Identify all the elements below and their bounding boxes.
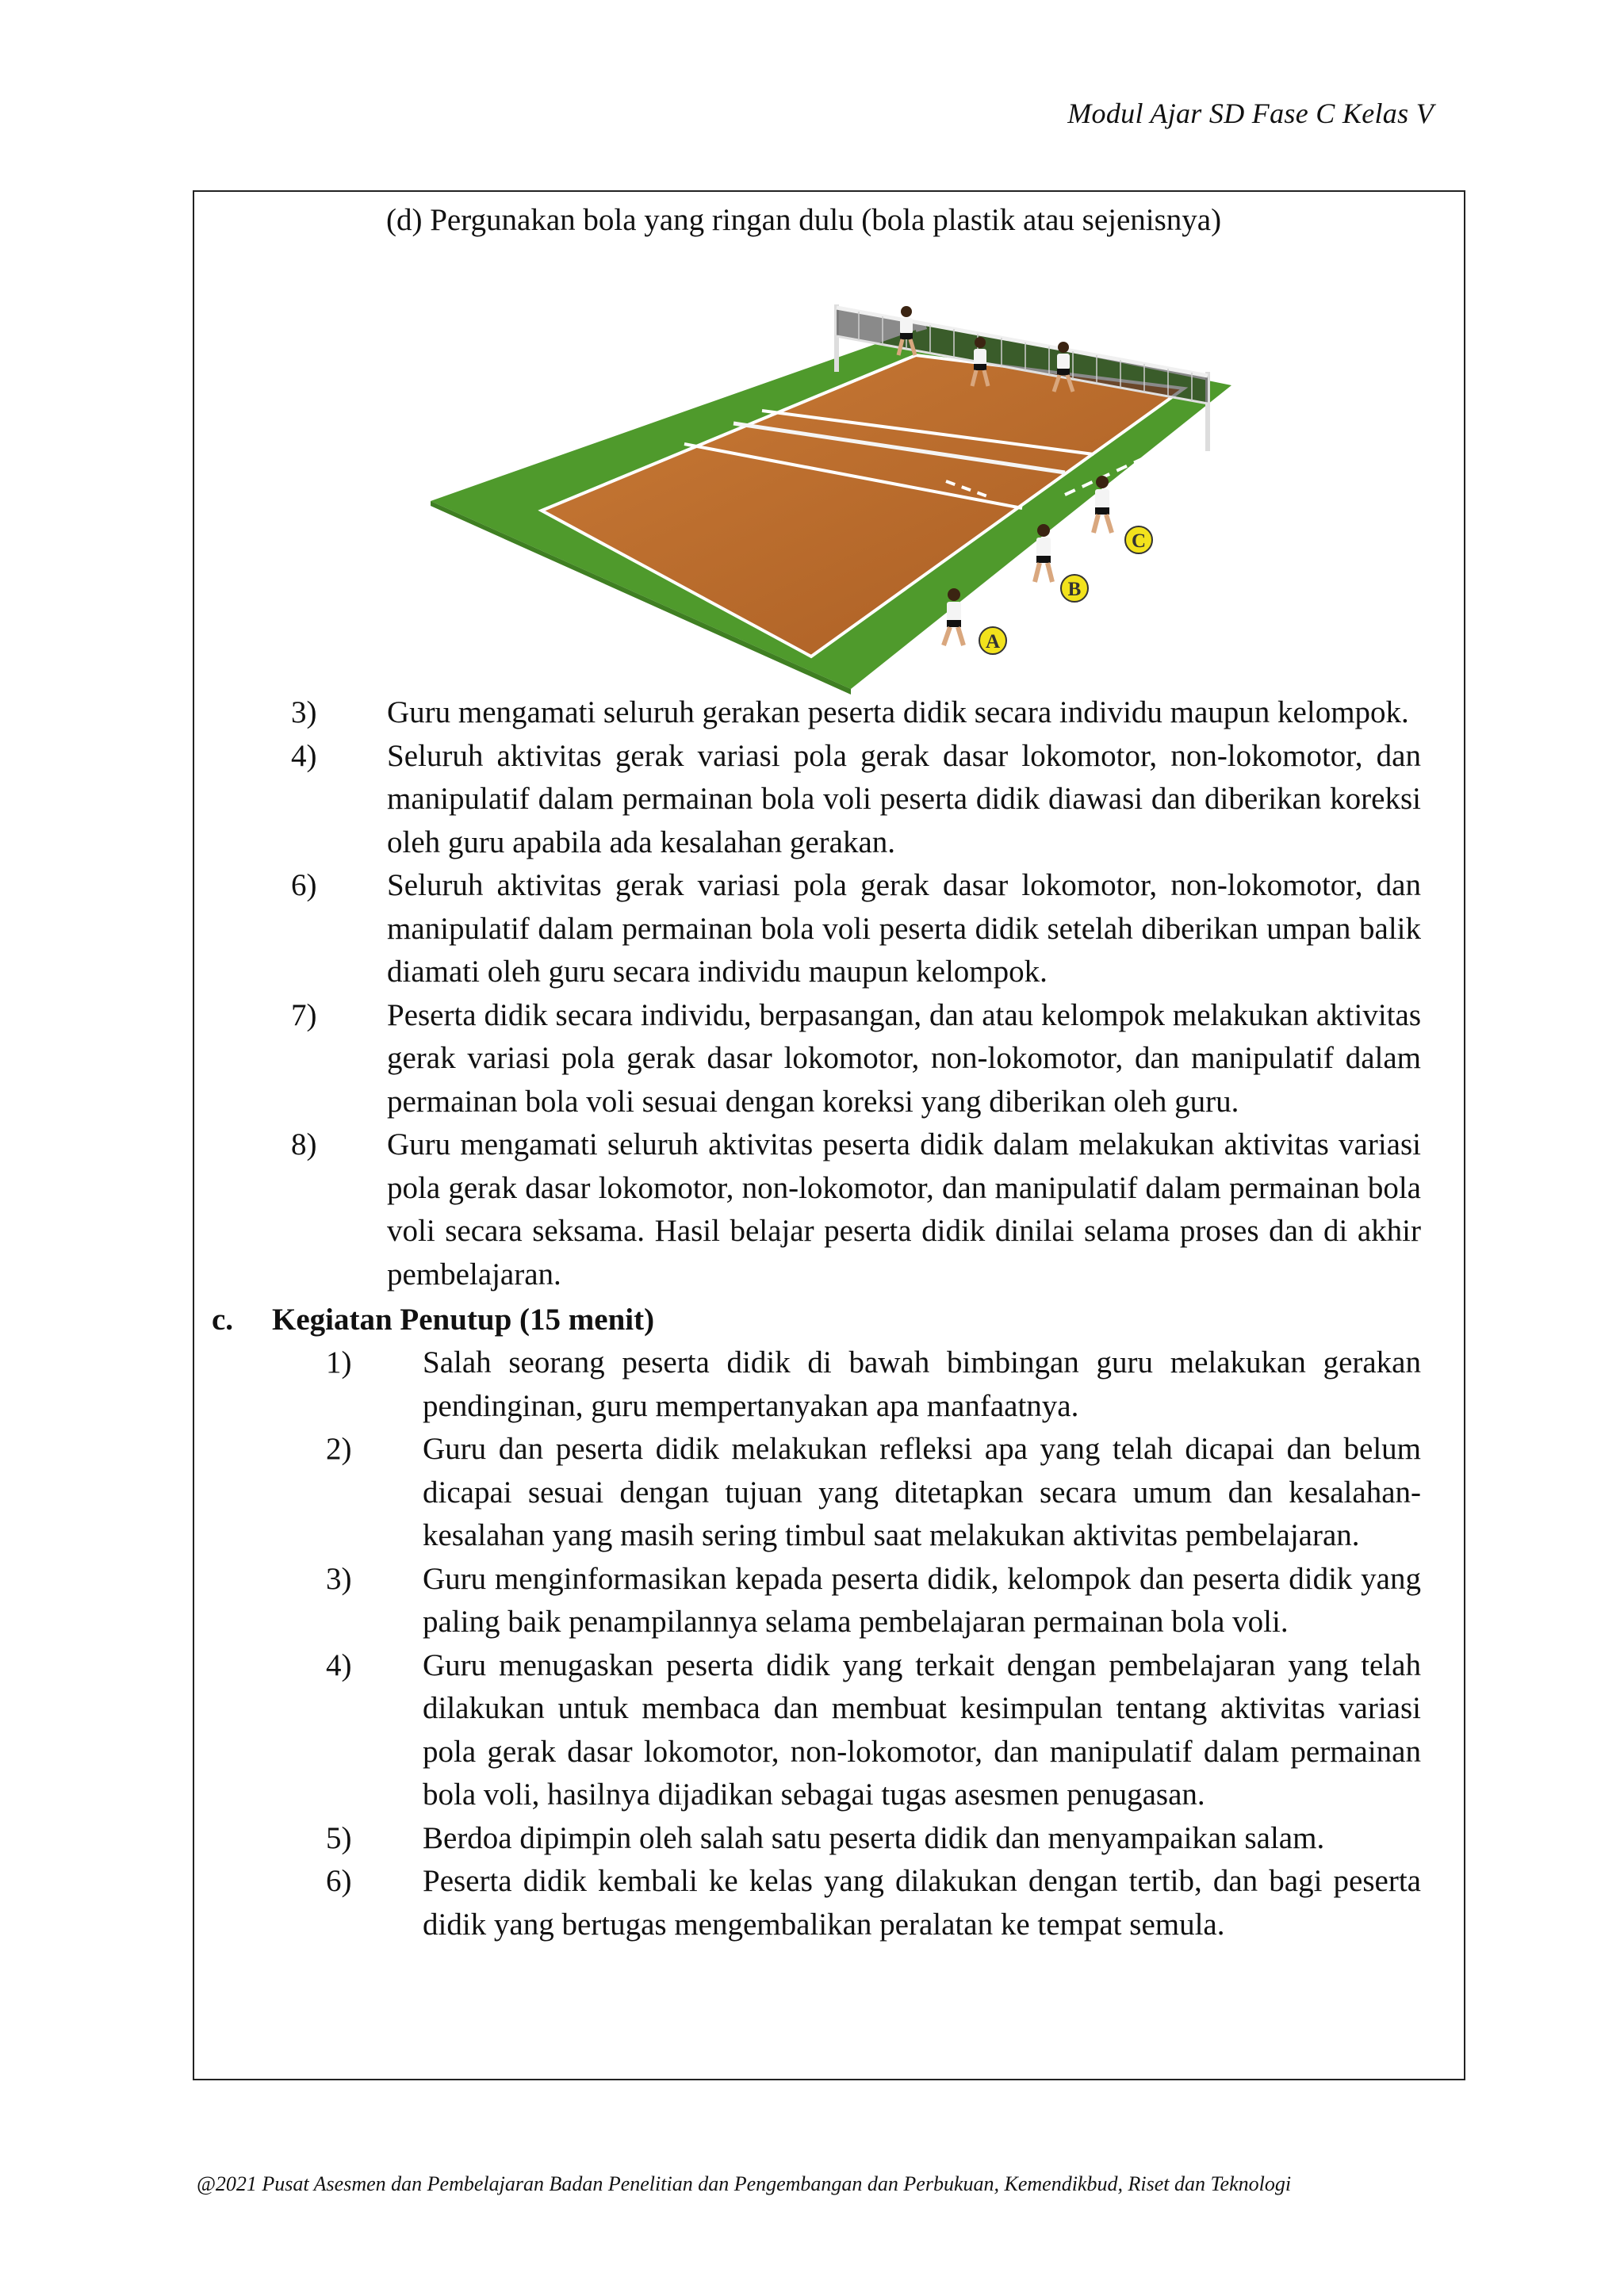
item-text: Guru dan peserta didik melakukan refleksi apa yang telah dicapai dan belum dicapai sesuai dengan tujuan yang ditetapkan secara umum dan kesalahan-kesalahan yang masih sering timbul saat melakukan aktivitas pembelajaran. — [423, 1432, 1421, 1552]
list-item — [291, 994, 1421, 1124]
list-item — [326, 1817, 1421, 1861]
item-text: Seluruh aktivitas gerak variasi pola gerak dasar lokomotor, non-lokomotor, dan manipulatif dalam permainan bola voli peserta didik diawasi dan diberikan koreksi oleh guru apabila ada kesalahan gerakan. — [387, 738, 1421, 859]
caption-text: Pergunakan bola yang ringan dulu (bola plastik atau sejenisnya) — [430, 203, 1222, 237]
item-text: Peserta didik kembali ke kelas yang dilakukan dengan tertib, dan bagi peserta didik yang bertugas mengembalikan peralatan ke tempat semula. — [423, 1864, 1421, 1942]
item-number: 1) — [326, 1345, 352, 1380]
list-item — [291, 735, 1421, 865]
section-heading — [212, 1299, 654, 1342]
item-number: 4) — [326, 1647, 352, 1682]
item-text: Seluruh aktivitas gerak variasi pola gerak dasar lokomotor, non-lokomotor, dan manipulatif dalam permainan bola voli peserta didik setelah diberikan umpan balik diamati oleh guru secara individu maupun kelompok. — [387, 868, 1421, 989]
position-marker-b — [1061, 575, 1088, 602]
caption-marker: (d) — [386, 203, 423, 237]
position-label-b: B — [1067, 579, 1082, 600]
list-item — [326, 1644, 1421, 1817]
item-number: 2) — [326, 1432, 352, 1466]
item-number: 3) — [291, 695, 317, 729]
activity-steps-list — [291, 691, 1421, 1296]
figure-caption — [386, 199, 1338, 242]
item-number: 5) — [326, 1820, 352, 1855]
position-label-c: C — [1131, 530, 1147, 552]
item-text: Guru mengamati seluruh gerakan peserta didik secara individu maupun kelompok. — [387, 695, 1409, 729]
closing-steps-list — [326, 1341, 1421, 1946]
copyright-footer: @2021 Pusat Asesmen dan Pembelajaran Badan Penelitian dan Pengembangan dan Perbukuan, Kemendikbud, Riset dan Teknologi — [197, 2172, 1292, 2195]
item-number: 3) — [326, 1561, 352, 1596]
item-text: Berdoa dipimpin oleh salah satu peserta didik dan menyampaikan salam. — [423, 1820, 1325, 1855]
content-frame — [193, 190, 1465, 2080]
running-title: Modul Ajar SD Fase C Kelas V — [1067, 98, 1434, 129]
list-item — [291, 1123, 1421, 1296]
item-text: Peserta didik secara individu, berpasangan, dan atau kelompok melakukan aktivitas gerak variasi pola gerak dasar lokomotor, non-lokomotor, dan manipulatif dalam permainan bola voli sesuai dengan koreksi yang diberikan oleh guru. — [387, 997, 1421, 1119]
position-marker-c — [1125, 526, 1152, 553]
item-number: 7) — [291, 997, 317, 1032]
list-item — [291, 864, 1421, 994]
list-item — [291, 691, 1421, 735]
position-label-a: A — [985, 631, 1001, 652]
position-marker-a — [979, 627, 1006, 654]
item-number: 6) — [326, 1864, 352, 1898]
item-text: Guru menugaskan peserta didik yang terkait dengan pembelajaran yang telah dilakukan untuk membaca dan membuat kesimpulan tentang aktivitas variasi pola gerak dasar lokomotor, non-lokomotor, dan manipulatif dalam permainan bola voli, hasilnya dijadikan sebagai tugas asesmen penugasan. — [423, 1647, 1421, 1812]
item-number: 4) — [291, 738, 317, 773]
item-text: Salah seorang peserta didik di bawah bimbingan guru melakukan gerakan pendinginan, guru mempertanyakan apa manfaatnya. — [423, 1345, 1421, 1423]
list-item — [326, 1558, 1421, 1644]
item-number: 8) — [291, 1127, 317, 1161]
court-surface — [542, 355, 1184, 656]
section-letter: c. — [212, 1303, 234, 1337]
item-number: 6) — [291, 868, 317, 902]
list-item — [326, 1428, 1421, 1558]
list-item — [326, 1341, 1421, 1428]
item-text: Guru mengamati seluruh aktivitas peserta didik dalam melakukan aktivitas variasi pola gerak dasar lokomotor, non-lokomotor, dan manipulatif dalam permainan bola voli secara seksama. Hasil belajar peserta didik dinilai selama proses dan di akhir pembelajaran. — [387, 1127, 1421, 1292]
list-item — [326, 1860, 1421, 1946]
item-text: Guru menginformasikan kepada peserta didik, kelompok dan peserta didik yang paling baik penampilannya selama pembelajaran permainan bola voli. — [423, 1561, 1421, 1639]
section-title: Kegiatan Penutup (15 menit) — [272, 1303, 655, 1337]
